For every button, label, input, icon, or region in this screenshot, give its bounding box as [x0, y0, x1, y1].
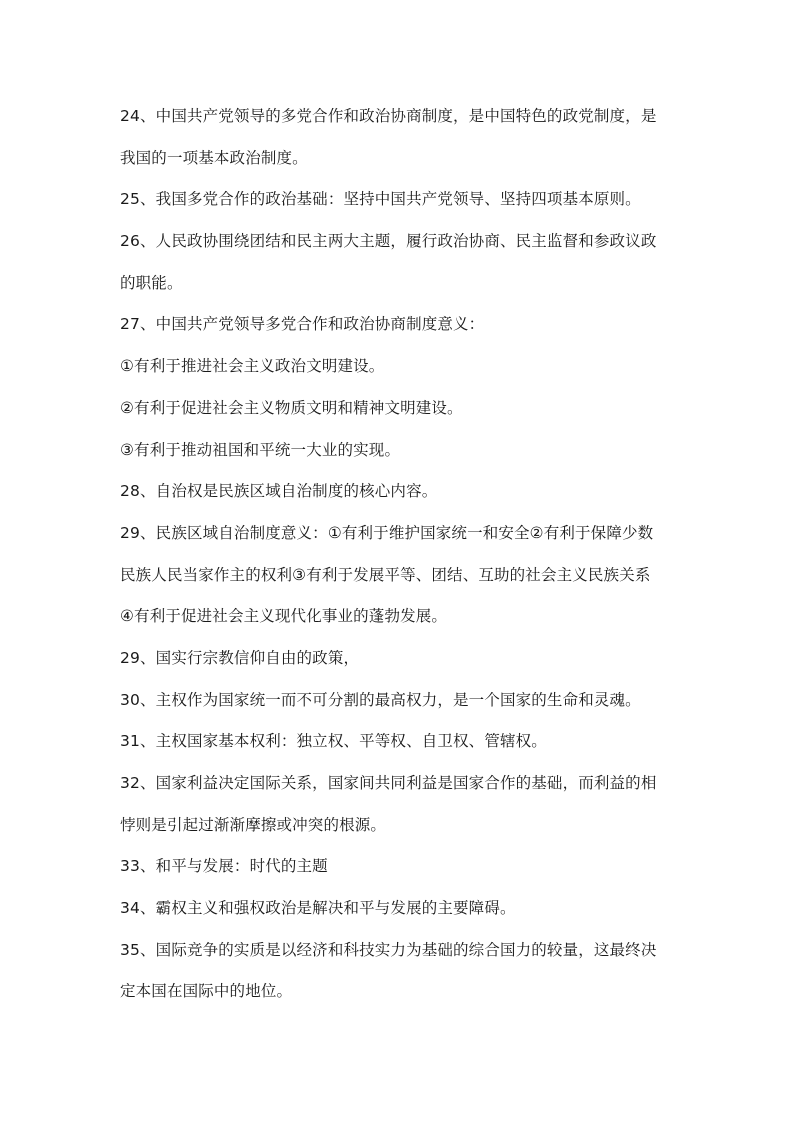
text-line: 27、中国共产党领导多党合作和政治协商制度意义： — [120, 315, 485, 334]
text-line: 28、自治权是民族区域自治制度的核心内容。 — [120, 482, 438, 501]
text-line: 的职能。 — [120, 273, 183, 292]
text-line: 我国的一项基本政治制度。 — [120, 148, 308, 167]
text-line: 35、国际竞争的实质是以经济和科技实力为基础的综合国力的较量，这最终决 — [120, 940, 657, 959]
text-line: 34、霸权主义和强权政治是解决和平与发展的主要障碍。 — [120, 899, 516, 918]
document-body — [120, 100, 680, 1017]
text-line: 25、我国多党合作的政治基础：坚持中国共产党领导、坚持四项基本原则。 — [120, 190, 641, 209]
text-line: ①有利于推进社会主义政治文明建设。 — [120, 357, 385, 376]
text-line: 26、人民政协围绕团结和民主两大主题，履行政治协商、民主监督和参政议政 — [120, 232, 657, 251]
text-line: ④有利于促进社会主义现代化事业的蓬勃发展。 — [120, 607, 448, 626]
text-line: ②有利于促进社会主义物质文明和精神文明建设。 — [120, 398, 463, 417]
text-line: 33、和平与发展：时代的主题 — [120, 857, 328, 876]
text-line: ③有利于推动祖国和平统一大业的实现。 — [120, 440, 401, 459]
text-line: 31、主权国家基本权利：独立权、平等权、自卫权、管辖权。 — [120, 732, 547, 751]
text-line: 30、主权作为国家统一而不可分割的最高权力，是一个国家的生命和灵魂。 — [120, 690, 641, 709]
text-line: 24、中国共产党领导的多党合作和政治协商制度，是中国特色的政党制度，是 — [120, 107, 657, 125]
text-line: 民族人民当家作主的权利③有利于发展平等、团结、互助的社会主义民族关系 — [120, 565, 651, 584]
text-line: 29、民族区域自治制度意义：①有利于维护国家统一和安全②有利于保障少数 — [120, 523, 654, 542]
text-line: 32、国家利益决定国际关系，国家间共同利益是国家合作的基础，而利益的相 — [120, 774, 657, 792]
text-line: 29、国实行宗教信仰自由的政策， — [120, 648, 360, 667]
text-line: 定本国在国际中的地位。 — [120, 982, 293, 1001]
text-line: 悖则是引起过渐渐摩擦或冲突的根源。 — [120, 815, 387, 834]
